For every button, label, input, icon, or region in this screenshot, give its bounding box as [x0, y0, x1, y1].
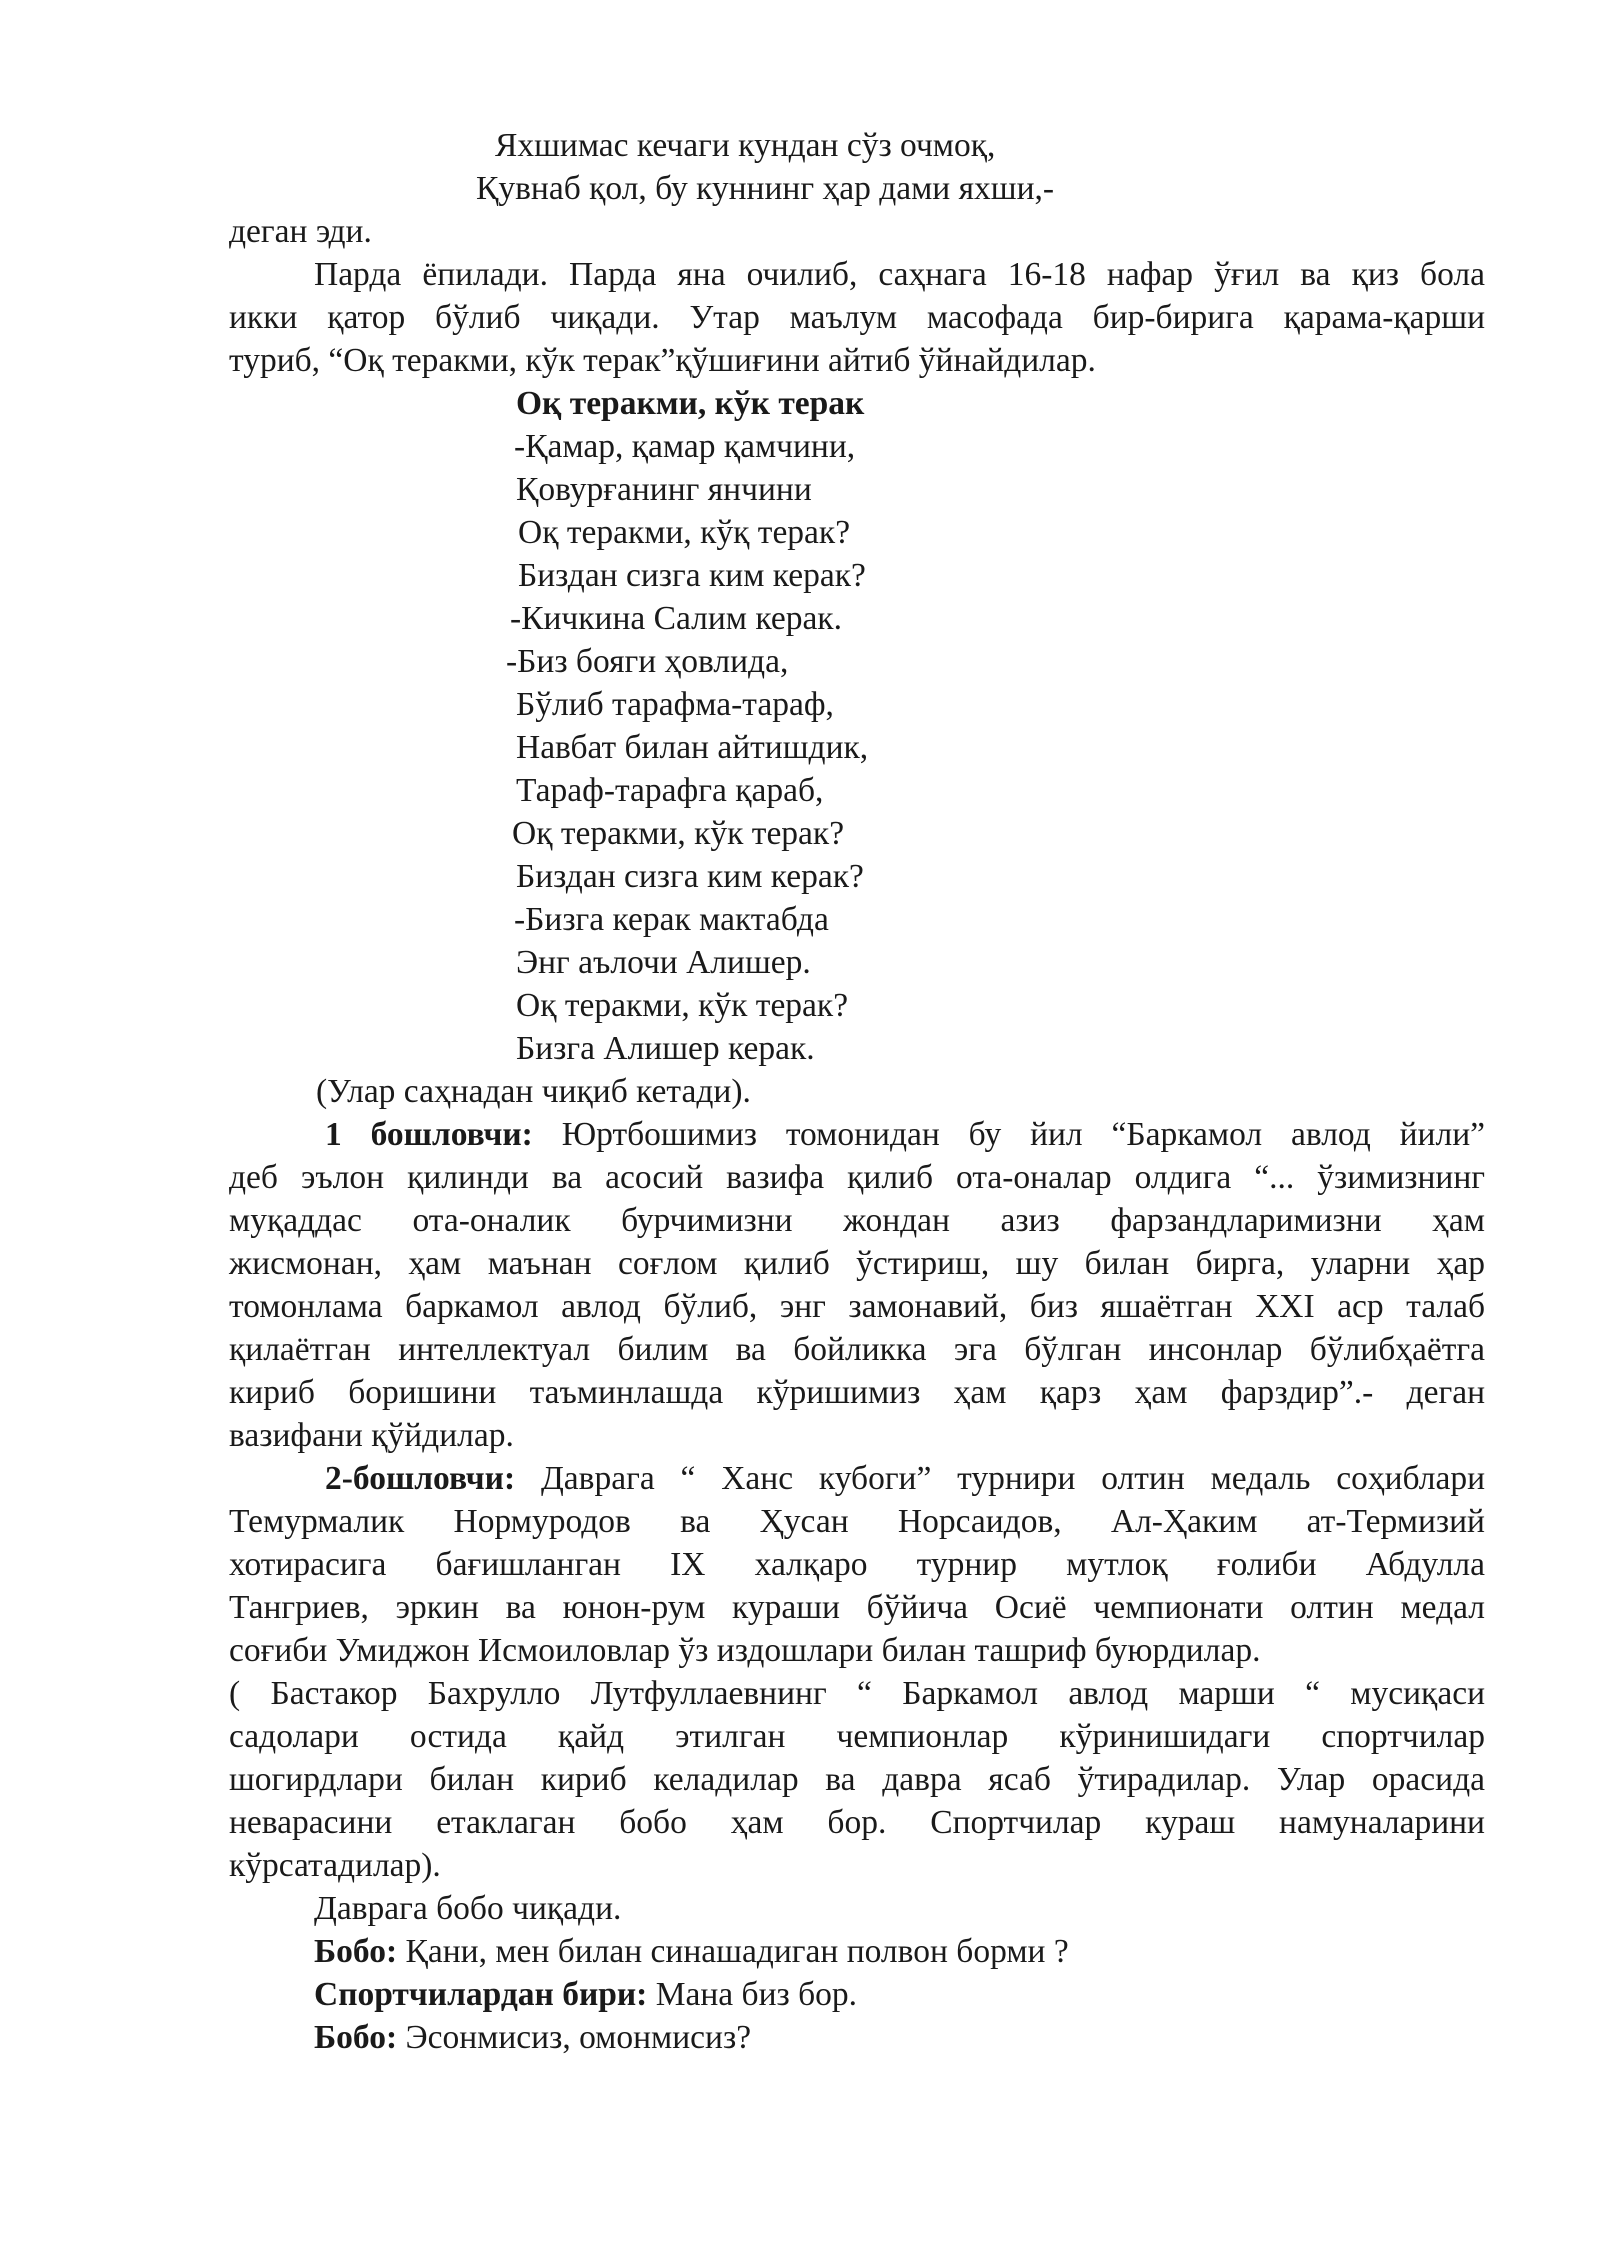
stage-note-line: неварасини етаклаган бобо ҳам бор. Спортчилар кураш намуналарини — [229, 1804, 1485, 1841]
song-title: Оқ теракми, кўк терак — [516, 385, 865, 422]
host1-line: деб эълон қилинди ва асосий вазифа қилиб ота-оналар олдига “... ўзимизнинг — [229, 1159, 1485, 1196]
host1-line: муқаддас ота-оналик бурчимизни жондан азиз фарзандларимизни ҳам — [229, 1202, 1485, 1239]
speaker-label: 1 бошловчи: — [325, 1116, 533, 1153]
paragraph-text: Парда ёпилади. Парда яна очилиб, саҳнага 16-18 нафар ўғил ва қиз бола — [314, 256, 1485, 293]
song-line: Бизга Алишер керак. — [516, 1030, 815, 1067]
song-line: -Кичкина Салим керак. — [510, 600, 842, 637]
song-line: -Бизга керак мактабда — [514, 901, 829, 938]
host2-text: Даврага “ Ханс кубоги” турнири олтин медаль соҳиблари — [540, 1460, 1485, 1497]
song-line: Оқ теракми, кўк терак? — [512, 815, 845, 852]
speaker-label: Спортчилардан бири: — [314, 1976, 648, 2013]
song-line: Тараф-тарафга қараб, — [516, 772, 824, 809]
song-line: Оқ теракми, кўк терак? — [516, 987, 849, 1024]
paragraph-text: деган эди. — [229, 213, 372, 250]
stage-note-line: ( Бастакор Бахрулло Лутфуллаевнинг “ Баркамол авлод марши “ мусиқаси — [229, 1675, 1485, 1712]
dialogue-line — [314, 1973, 857, 2016]
host1-line: кириб боришини таъминлашда кўришимиз ҳам қарз ҳам фарздир”.- деган — [229, 1374, 1485, 1411]
stage-direction: Даврага бобо чиқади. — [314, 1890, 622, 1927]
speaker-label: Бобо: — [314, 1933, 398, 1970]
host2-line — [325, 1457, 1485, 1500]
host1-line: томонлама баркамол авлод бўлиб, энг замонавий, биз яшаётган XXI аср талаб — [229, 1288, 1485, 1325]
dialogue-text: Мана биз бор. — [655, 1976, 858, 2013]
host1-line — [325, 1113, 1485, 1156]
dialogue-text: Қани, мен билан синашадиган полвон борми ? — [405, 1933, 1069, 1970]
host2-line: соғиби Умиджон Исмоиловлар ўз издошлари билан ташриф буюрдилар. — [229, 1632, 1261, 1669]
song-line: Энг аълочи Алишер. — [516, 944, 811, 981]
speaker-label: 2-бошловчи: — [325, 1460, 516, 1497]
host1-line: қилаётган интеллектуал билим ва бойликка эга бўлган инсонлар бўлибҳаётга — [229, 1331, 1485, 1368]
verse-line: Қувнаб қол, бу куннинг ҳар дами яхши,- — [476, 170, 1055, 207]
song-line: Биздан сизга ким керак? — [516, 858, 864, 895]
song-line: Қовурғанинг янчини — [516, 471, 812, 508]
host1-text: Юртбошимиз томонидан бу йил “Баркамол авлод йили” — [561, 1116, 1485, 1153]
dialogue-text: Эсонмисиз, омонмисиз? — [405, 2019, 752, 2056]
verse-line: Яхшимас кечаги кундан сўз очмоқ, — [495, 127, 996, 164]
host2-line: Темурмалик Нормуродов ва Ҳусан Норсаидов, Ал-Ҳаким ат-Термизий — [229, 1503, 1485, 1540]
stage-direction: (Улар саҳнадан чиқиб кетади). — [316, 1073, 751, 1110]
host1-line: жисмонан, ҳам маънан соғлом қилиб ўстириш, шу билан бирга, уларни ҳар — [229, 1245, 1485, 1282]
paragraph-text: икки қатор бўлиб чиқади. Утар маълум масофада бир-бирига қарама-қарши — [229, 299, 1485, 336]
stage-note-line: садолари остида қайд этилган чемпионлар кўринишидаги спортчилар — [229, 1718, 1485, 1755]
host2-line: хотирасига бағишланган IX халқаро турнир мутлоқ ғолиби Абдулла — [229, 1546, 1485, 1583]
song-line: Навбат билан айтишдик, — [516, 729, 869, 766]
dialogue-line — [314, 2016, 751, 2059]
paragraph-text: туриб, “Оқ теракми, кўк терак”қўшиғини айтиб ўйнайдилар. — [229, 342, 1096, 379]
song-line: Оқ теракми, кўқ терак? — [518, 514, 851, 551]
song-line: Биздан сизга ким керак? — [518, 557, 866, 594]
song-line: -Қамар, қамар қамчини, — [514, 428, 856, 465]
dialogue-line — [314, 1930, 1069, 1973]
speaker-label: Бобо: — [314, 2019, 398, 2056]
stage-note-line: шогирдлари билан кириб келадилар ва давра ясаб ўтирадилар. Улар орасида — [229, 1761, 1485, 1798]
song-line: Бўлиб тарафма-тараф, — [516, 686, 834, 723]
song-line: -Биз бояги ҳовлида, — [506, 643, 789, 680]
stage-note-line: кўрсатадилар). — [229, 1847, 441, 1884]
host2-line: Тангриев, эркин ва юнон-рум кураши бўйича Осиё чемпионати олтин медал — [229, 1589, 1485, 1626]
host1-line: вазифани қўйдилар. — [229, 1417, 514, 1454]
